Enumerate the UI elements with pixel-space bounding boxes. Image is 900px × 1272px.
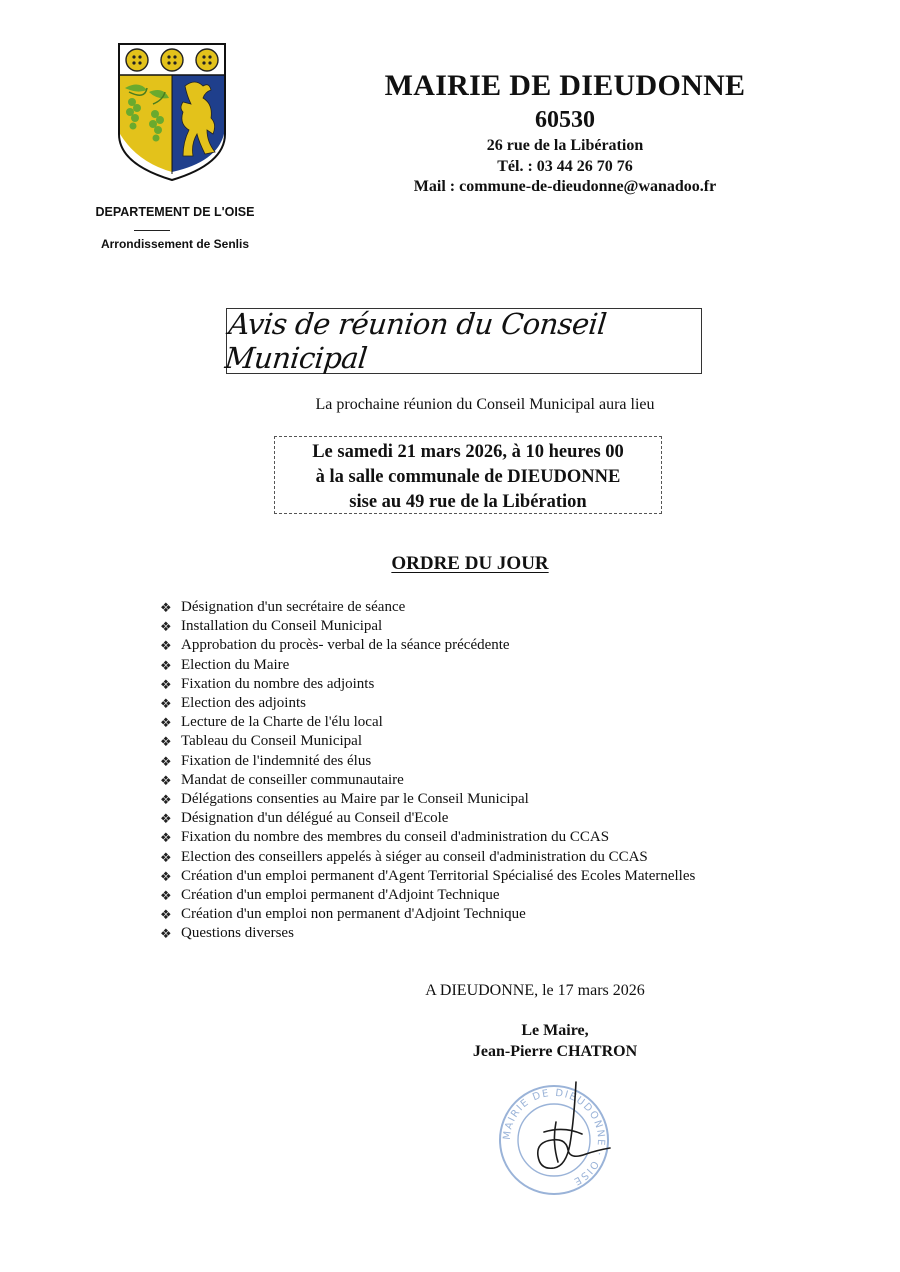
agenda-item-text: Création d'un emploi permanent d'Agent Territorial Spécialisé des Ecoles Maternelles [181, 867, 696, 884]
meeting-date-line: Le samedi 21 mars 2026, à 10 heures 00 [312, 442, 624, 462]
agenda-item [160, 656, 860, 675]
agenda-item-text: Mandat de conseiller communautaire [181, 771, 404, 788]
agenda-item [160, 790, 860, 809]
agenda-item [160, 752, 860, 771]
diamond-bullet-icon: ❖ [160, 830, 172, 846]
agenda-item-text: Désignation d'un secrétaire de séance [181, 599, 406, 615]
agenda-item [160, 867, 860, 886]
diamond-bullet-icon: ❖ [160, 619, 172, 635]
agenda-item [160, 828, 860, 847]
agenda-item-text: Installation du Conseil Municipal [181, 618, 383, 635]
diamond-bullet-icon: ❖ [160, 888, 172, 904]
agenda-item-text: Désignation d'un délégué au Conseil d'Ecole [181, 810, 449, 827]
diamond-bullet-icon: ❖ [160, 907, 172, 923]
agenda-item-text: Création d'un emploi non permanent d'Adjoint Technique [181, 906, 526, 923]
agenda-item [160, 848, 860, 867]
diamond-bullet-icon: ❖ [160, 600, 172, 615]
agenda-item-text: Création d'un emploi permanent d'Adjoint Technique [181, 887, 500, 904]
agenda-item [160, 732, 860, 751]
agenda-item-text: Approbation du procès- verbal de la séance précédente [181, 637, 510, 654]
agenda-item [160, 713, 860, 732]
notice-title: Avis de réunion du Conseil Municipal [223, 307, 608, 375]
diamond-bullet-icon: ❖ [160, 715, 172, 731]
agenda-item-text: Questions diverses [181, 925, 294, 942]
diamond-bullet-icon: ❖ [160, 753, 172, 769]
phone-number: Tél. : 03 44 26 70 76 [497, 158, 633, 175]
diamond-bullet-icon: ❖ [160, 772, 172, 788]
agenda-item-text: Délégations consenties au Maire par le Conseil Municipal [181, 791, 529, 808]
agenda-item [160, 694, 860, 713]
notice-title-box [223, 307, 702, 375]
email-address: Mail : commune-de-dieudonne@wanadoo.fr [413, 178, 717, 195]
agenda-item [160, 598, 860, 617]
postcode: 60530 [535, 107, 595, 133]
diamond-bullet-icon: ❖ [160, 657, 172, 673]
agenda-item-text: Fixation du nombre des adjoints [181, 675, 375, 692]
diamond-bullet-icon: ❖ [160, 638, 172, 654]
arrondissement-name: Arrondissement de Senlis [100, 237, 250, 251]
agenda-item-text: Fixation de l'indemnité des élus [181, 752, 372, 769]
diamond-bullet-icon: ❖ [160, 868, 172, 884]
diamond-bullet-icon: ❖ [160, 696, 172, 712]
agenda-item [160, 886, 860, 905]
agenda-item [160, 905, 860, 924]
diamond-bullet-icon: ❖ [160, 734, 172, 750]
official-stamp-signature [494, 1080, 614, 1200]
agenda-item [160, 617, 860, 636]
agenda-item [160, 924, 860, 943]
agenda-list [160, 598, 860, 944]
mayor-name: Jean-Pierre CHATRON [472, 1043, 638, 1060]
stamp-text: MAIRIE DE DIEUDONNE · OISE [501, 1087, 607, 1188]
agenda-item-text: Tableau du Conseil Municipal [181, 733, 362, 750]
meeting-address-line: sise au 49 rue de la Libération [349, 492, 587, 512]
signature-date-line: A DIEUDONNE, le 17 mars 2026 [425, 982, 645, 999]
diamond-bullet-icon: ❖ [160, 676, 172, 692]
diamond-bullet-icon: ❖ [160, 849, 172, 865]
agenda-item [160, 809, 860, 828]
meeting-details-box [274, 436, 662, 514]
mairie-title: MAIRIE DE DIEUDONNE [384, 69, 746, 102]
agenda-item [160, 636, 860, 655]
agenda-item-text: Fixation du nombre des membres du conseil d'administration du CCAS [181, 829, 610, 846]
agenda-title: ORDRE DU JOUR [391, 553, 549, 574]
agenda-item-text: Election des adjoints [181, 695, 306, 712]
agenda-item-text: Election du Maire [181, 656, 290, 673]
notice-intro: La prochaine réunion du Conseil Municipal aura lieu [315, 396, 655, 413]
coat-of-arms-logo [117, 42, 227, 182]
agenda-item [160, 771, 860, 790]
address-street: 26 rue de la Libération [486, 137, 644, 154]
agenda-item [160, 675, 860, 694]
meeting-venue-line: à la salle communale de DIEUDONNE [315, 467, 621, 487]
diamond-bullet-icon: ❖ [160, 792, 172, 808]
agenda-item-text: Election des conseillers appelés à siéger au conseil d'administration du CCAS [181, 848, 648, 865]
department-divider [134, 230, 170, 231]
diamond-bullet-icon: ❖ [160, 811, 172, 827]
department-name: DEPARTEMENT DE L'OISE [95, 205, 255, 219]
agenda-item-text: Lecture de la Charte de l'élu local [181, 714, 383, 731]
diamond-bullet-icon: ❖ [160, 926, 172, 942]
mayor-title: Le Maire, [521, 1022, 589, 1039]
